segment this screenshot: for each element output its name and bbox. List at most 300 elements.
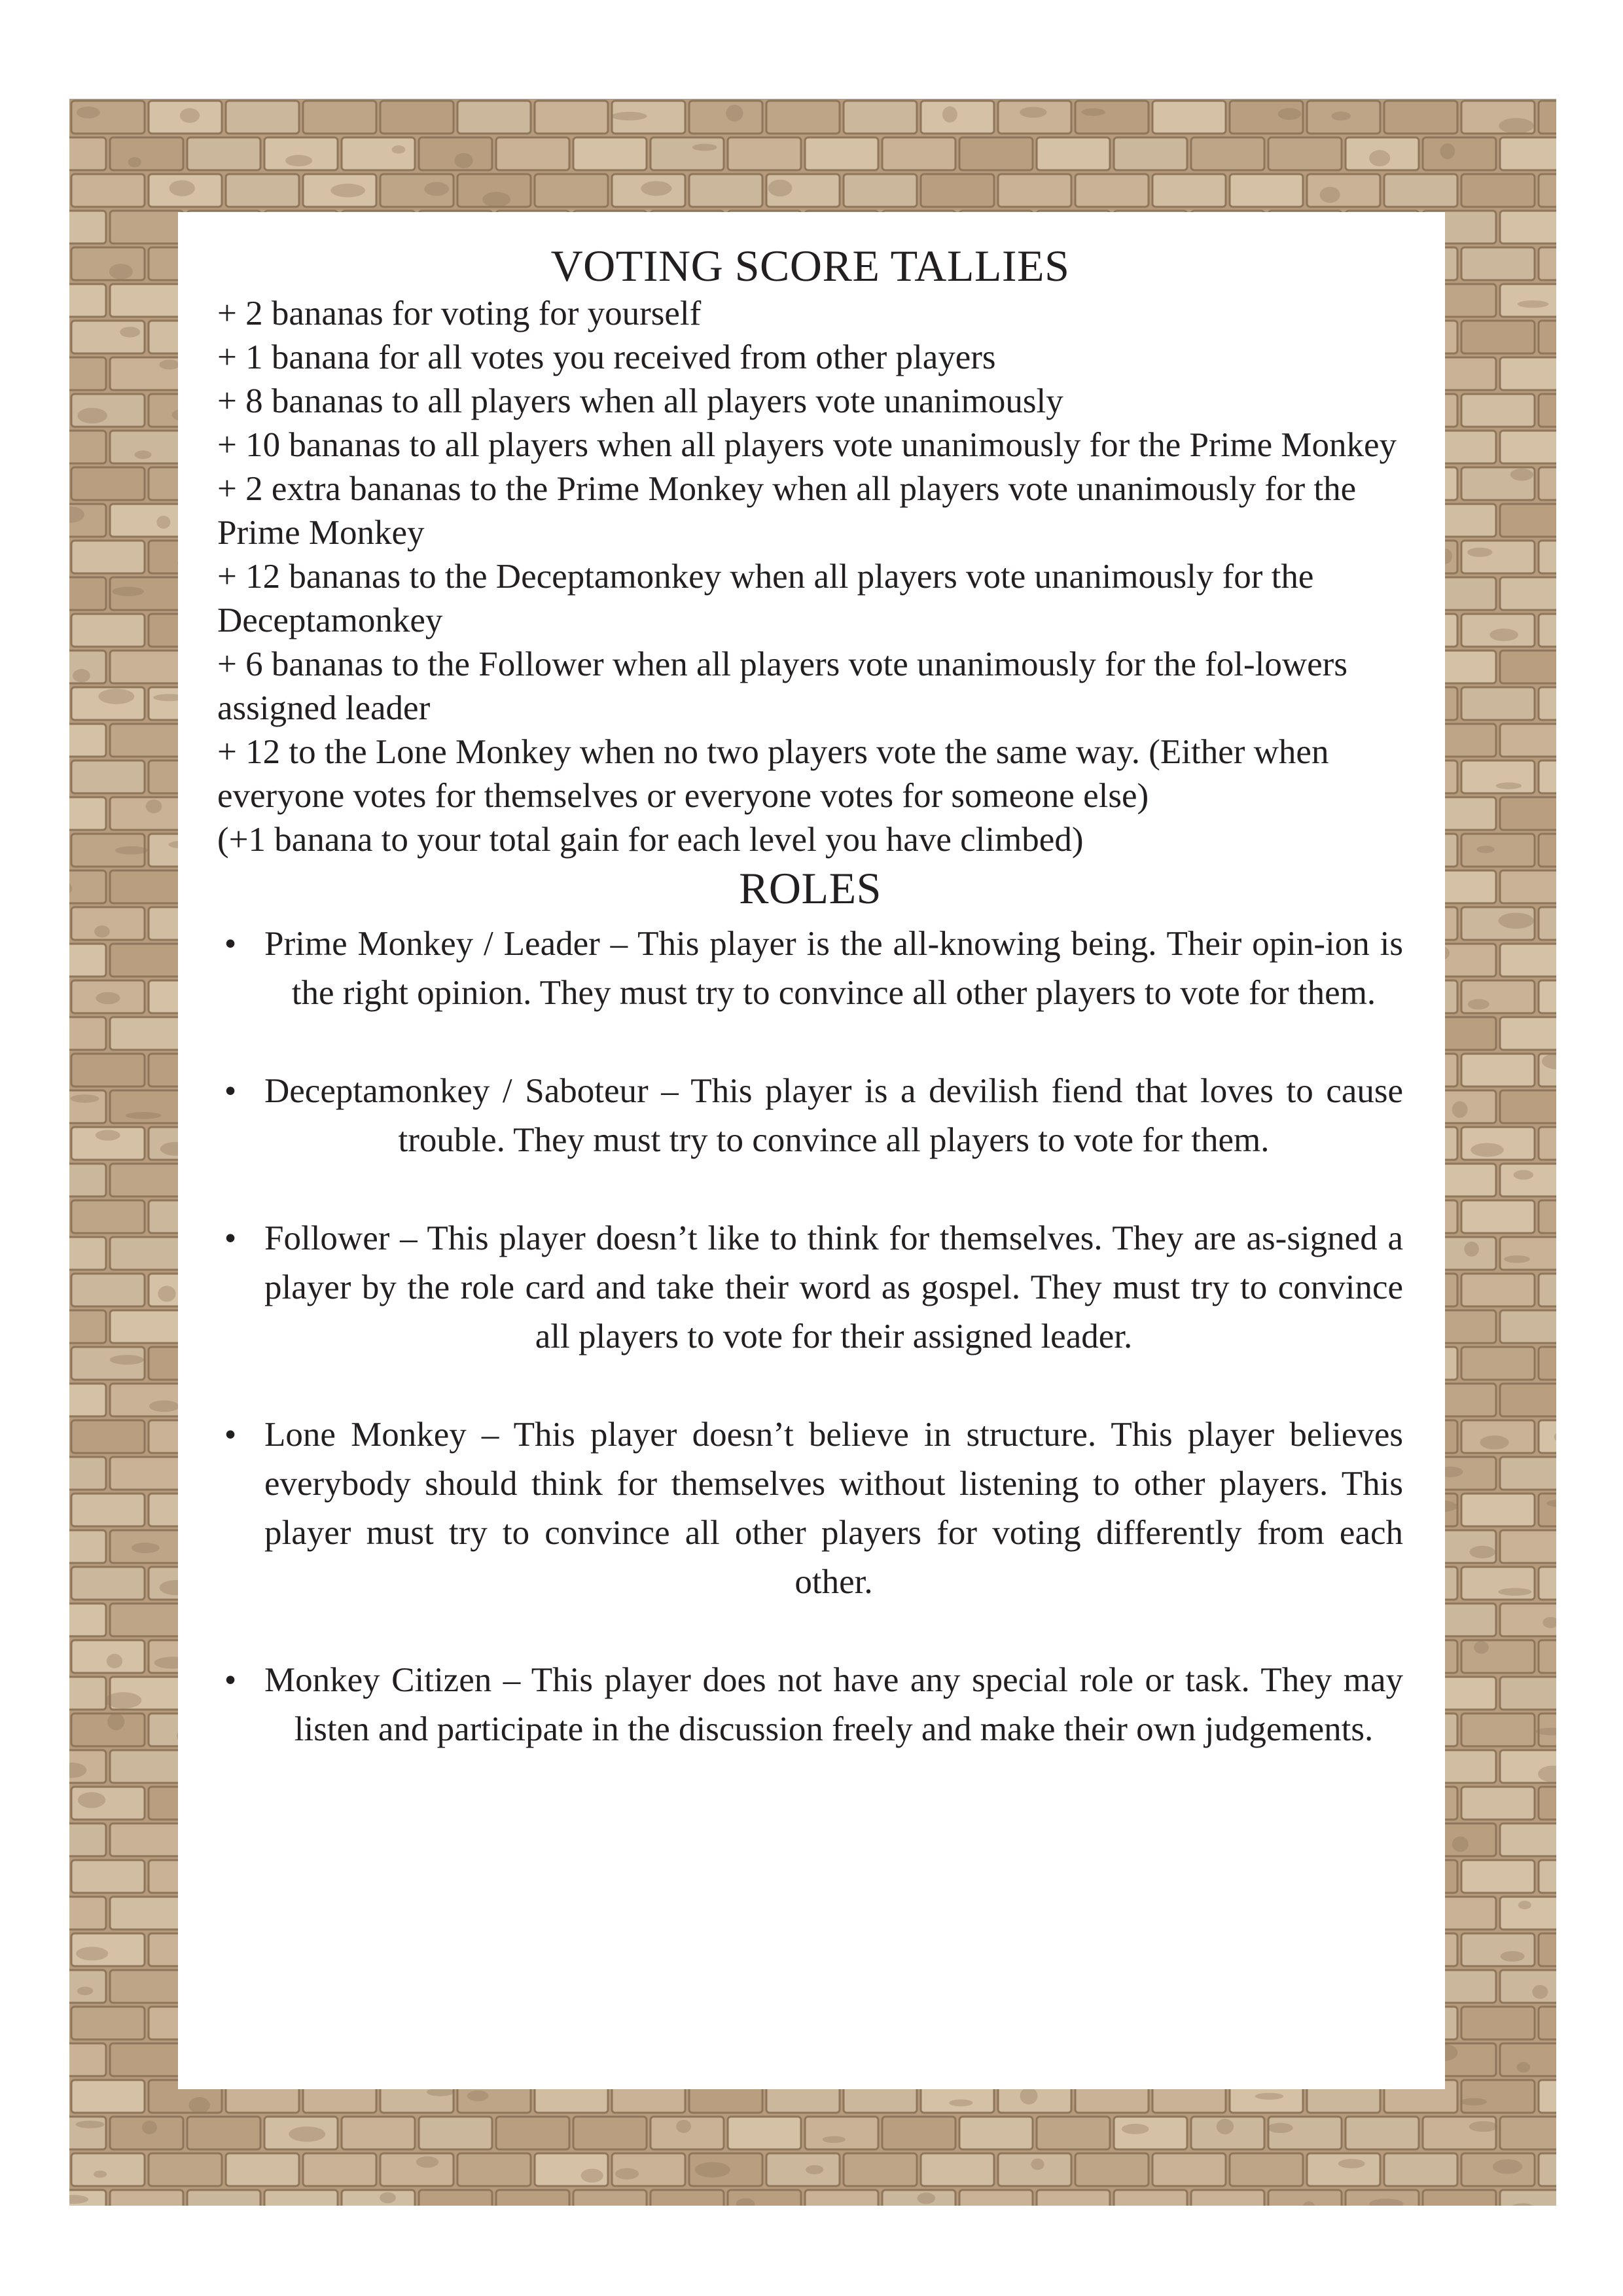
brick [1461,247,1535,280]
brick [71,614,145,647]
stone-speckle [1122,2124,1149,2134]
stone-speckle [1217,2119,1234,2134]
stone-speckle [169,180,195,196]
stone-speckle [126,1112,162,1119]
stone-speckle [918,2193,935,2204]
brick [689,174,762,207]
brick [1500,1457,1556,1490]
brick [342,2190,415,2206]
stone-speckle [1496,782,1522,789]
brick [1500,2043,1556,2076]
stone-speckle [1469,2121,1498,2132]
brick [110,1164,183,1196]
brick [1539,980,1556,1013]
stone-speckle [806,2165,823,2174]
brick [1500,2190,1556,2206]
brick [71,1860,145,1893]
stone-speckle [823,2136,846,2143]
brick [110,1237,183,1270]
stone-speckle [1499,118,1533,134]
stone-speckle [188,2097,209,2113]
role-description: Deceptamonkey / Saboteur – This player is a devilish fiend that loves to cause trouble. They must try to convince all players to vote for them. [264,1072,1403,1159]
stone-speckle [134,450,151,459]
stone-speckle [1499,913,1534,929]
brick [110,1017,183,1050]
tally-line: + 2 bananas for voting for yourself [217,295,702,332]
brick [69,1017,106,1050]
brick [1539,1200,1556,1233]
bullet-icon: • [224,1416,237,1454]
brick [1500,2117,1556,2149]
brick [959,2117,1033,2149]
brick [1539,1274,1556,1306]
brick [844,174,917,207]
brick [1461,541,1535,573]
brick [1152,2153,1226,2186]
brick [71,1200,145,1233]
brick [419,2117,492,2149]
brick [1539,834,1556,867]
brick [69,1897,106,1929]
brick [1461,1054,1535,1086]
brick [69,211,106,243]
brick [1539,1420,1556,1453]
brick [110,1310,183,1343]
stone-speckle [1369,150,1390,166]
rules-content [217,240,1403,1754]
brick [149,2153,222,2186]
stone-speckle [128,157,141,168]
stone-speckle [1510,469,1533,481]
brick [1500,577,1556,610]
stone-speckle [1498,1588,1531,1596]
brick [69,944,106,977]
stone-speckle [1440,143,1455,159]
brick [303,101,376,134]
stone-speckle [1320,187,1340,203]
tally-line: + 10 bananas to all players when all players vote unanimously for the Prime Monkey [217,426,1397,464]
stone-speckle [416,2157,438,2168]
brick [110,1384,183,1416]
stone-speckle [1468,999,1489,1009]
brick [226,101,299,134]
stone-speckle [109,264,133,279]
brick [303,2153,376,2186]
brick [69,797,106,830]
role-item-prime-monkey [217,920,1403,1018]
brick [1268,2117,1342,2149]
brick [380,101,454,134]
stone-speckle [1338,2159,1365,2168]
stone-speckle [1020,2087,1038,2104]
stone-speckle [94,925,110,937]
stone-speckle [96,1130,120,1140]
stone-speckle [180,108,200,123]
brick [1037,2190,1110,2206]
brick [110,944,183,977]
roles-title: ROLES [739,863,882,913]
stone-speckle [77,408,107,423]
brick [110,1604,183,1636]
brick [69,137,106,170]
stone-speckle [71,1094,99,1103]
brick [1500,1017,1556,1050]
brick [1539,1860,1556,1893]
brick [1384,2153,1457,2186]
brick [921,2153,994,2186]
brick [1461,687,1535,720]
bullet-icon: • [224,925,237,963]
brick [1152,101,1226,134]
stone-speckle [112,587,144,596]
brick [1461,761,1535,793]
brick [110,2043,183,2076]
stone-speckle [1493,2159,1522,2174]
brick [71,467,145,500]
brick [535,101,608,134]
stone-speckle [78,1792,105,1808]
brick [110,651,183,683]
stone-speckle [146,799,162,813]
brick [805,137,878,170]
tally-line: + 8 bananas to all players when all players vote unanimously [217,382,1063,420]
brick [71,1274,145,1306]
brick [1539,2007,1556,2039]
stone-speckle [1489,628,1518,641]
brick [1539,1494,1556,1526]
stone-speckle [1518,1901,1531,1909]
stone-speckle [1501,1951,1525,1962]
stone-speckle [1532,1985,1548,1999]
brick [69,1310,106,1343]
brick [1346,2117,1419,2149]
stone-speckle [149,1401,179,1412]
stone-speckle [1476,846,1494,853]
brick [1500,1530,1556,1563]
brick [71,247,145,280]
brick [419,137,492,170]
role-description: Follower – This player doesn’t like to think for themselves. They are as-signed a player by the role card and take their word as gospel. They must try to convince all players to vote for their assigned leader. [264,1219,1403,1355]
brick [1461,394,1535,427]
stone-speckle [330,184,365,198]
brick [419,2190,492,2206]
stone-speckle [285,155,312,167]
brick [264,2190,338,2206]
brick [110,797,183,830]
rules-card [178,212,1445,2089]
brick [1500,1164,1556,1196]
role-description: Prime Monkey / Leader – This player is the all-knowing being. Their opin-ion is the right opinion. They must try to convince all other players to vote for them. [264,925,1403,1012]
brick [535,174,608,207]
stone-speckle [695,2162,730,2178]
stone-speckle [380,2192,396,2203]
brick [187,2117,260,2149]
brick [1461,321,1535,353]
stone-speckle [454,153,473,168]
stone-speckle [96,992,120,1005]
brick [1500,211,1556,243]
brick [1500,431,1556,463]
brick [342,137,415,170]
brick [71,321,145,353]
brick [844,101,917,134]
brick [110,724,183,757]
brick [959,137,1033,170]
stone-speckle [142,2121,157,2134]
brick [71,174,145,207]
brick [457,101,531,134]
brick [1461,1347,1535,1380]
brick [1539,1347,1556,1380]
stone-speckle [1469,1546,1495,1558]
brick [110,1897,183,1929]
brick [921,101,994,134]
brick [728,2117,801,2149]
brick [1191,2190,1264,2206]
brick [457,2153,531,2186]
brick [1075,2153,1149,2186]
brick [805,2117,878,2149]
brick [1539,247,1556,280]
brick [766,2153,840,2186]
tally-line: + 12 to the Lone Monkey when no two players vote the same way. (Either when everyone votes for themselves or everyone votes for someone else) [217,733,1329,815]
stone-speckle [1471,1143,1504,1157]
brick [1500,1677,1556,1710]
brick [1075,101,1149,134]
role-item-follower [217,1214,1403,1361]
stone-speckle [1460,2098,1487,2106]
brick [1539,1640,1556,1673]
brick [1539,761,1556,793]
brick [69,284,106,317]
brick [1461,1274,1535,1306]
brick [1539,687,1556,720]
stone-speckle [1517,2062,1530,2072]
stone-speckle [289,2126,325,2142]
brick [69,2043,106,2076]
stone-speckle [1504,1255,1530,1263]
role-item-lone-monkey [217,1410,1403,1607]
tally-line: + 1 banana for all votes you received from other players [217,338,996,376]
stone-speckle [1278,108,1302,120]
brick [69,870,106,903]
brick [1461,2007,1535,2039]
brick [69,431,106,463]
brick [110,211,183,243]
brick [69,577,106,610]
brick [1114,137,1187,170]
brick [1075,174,1149,207]
brick [1461,1713,1535,1746]
stone-speckle [615,2168,639,2179]
stone-speckle [76,1946,108,1960]
brick [226,2153,299,2186]
brick [1500,870,1556,903]
stone-speckle [949,2100,972,2107]
brick [110,1823,183,1856]
stone-speckle [768,179,793,196]
brick [1500,1970,1556,2003]
roles-list [217,920,1403,1754]
brick [1230,174,1303,207]
stone-speckle [132,1543,160,1553]
brick [1500,724,1556,757]
stone-speckle [105,1692,142,1708]
stone-speckle [107,1713,124,1730]
brick [1461,834,1535,867]
brick [71,541,145,573]
brick [1539,1933,1556,1966]
brick [1307,174,1380,207]
stone-speckle [391,145,405,153]
brick [496,2190,569,2206]
stone-speckle [120,327,140,337]
brick [71,761,145,793]
brick [1461,1787,1535,1820]
brick [1461,1933,1535,1966]
stone-speckle [726,105,743,122]
brick [69,1164,106,1196]
brick [1539,907,1556,940]
stone-speckle [641,181,671,196]
stone-speckle [942,106,957,122]
brick [71,2007,145,2039]
brick [71,1054,145,1086]
brick [1037,137,1110,170]
bullet-icon: • [224,1072,237,1110]
brick [110,137,183,170]
brick [71,1420,145,1453]
brick [110,1457,183,1490]
brick [1539,174,1556,207]
stone-speckle [73,669,90,682]
stone-speckle [1020,107,1047,117]
brick [1037,2117,1110,2149]
stone-speckle [482,192,510,207]
brick [110,284,183,317]
brick [71,1640,145,1673]
stone-speckle [1467,548,1492,557]
role-item-monkey-citizen [217,1656,1403,1754]
brick [1500,1384,1556,1416]
brick [69,1530,106,1563]
brick [1461,1860,1535,1893]
voting-tally-list [217,292,1403,862]
stone-speckle [115,846,148,855]
brick [69,724,106,757]
brick [959,2190,1033,2206]
role-description: Monkey Citizen – This player does not have any special role or task. They may listen and participate in the discussion freely and make their own judgements. [264,1661,1403,1748]
stone-speckle [158,1286,175,1302]
brick [1500,357,1556,390]
brick [1539,467,1556,500]
stone-speckle [611,112,647,120]
brick [380,2153,454,2186]
stone-speckle [1268,2123,1293,2132]
stone-speckle [1452,1101,1468,1118]
brick [496,2117,569,2149]
stone-speckle [676,2120,691,2133]
stone-speckle [1518,300,1549,308]
tally-line: + 12 bananas to the Deceptamonkey when all players vote unanimously for the Deceptamonkey [217,558,1314,639]
stone-speckle [467,2090,488,2102]
brick [651,2190,724,2206]
brick [1230,2153,1303,2186]
brick [496,137,569,170]
stone-speckle [94,2170,107,2178]
role-item-deceptamonkey [217,1067,1403,1165]
brick [1423,137,1496,170]
brick [1114,2190,1187,2206]
stone-speckle [1255,2093,1284,2100]
brick [728,137,801,170]
brick [226,174,299,207]
stone-speckle [692,144,717,151]
brick [1461,1494,1535,1526]
brick [71,1567,145,1600]
brick [1268,137,1342,170]
brick [71,1713,145,1746]
stone-speckle [1514,1170,1533,1180]
brick [1539,541,1556,573]
brick [1539,321,1556,353]
brick [69,1604,106,1636]
brick [805,2190,878,2206]
brick [573,2190,647,2206]
brick [110,1970,183,2003]
brick [998,174,1071,207]
tally-line: + 6 bananas to the Follower when all players vote unanimously for the fol-lowers assigned leader [217,645,1347,727]
stone-speckle [110,1355,144,1365]
brick [1500,1823,1556,1856]
stone-speckle [98,689,134,704]
brick [1191,137,1264,170]
stone-speckle [77,107,100,118]
brick [69,1970,106,2003]
brick [342,2117,415,2149]
brick [1539,2153,1556,2186]
brick [1384,101,1457,134]
brick [1539,394,1556,427]
stone-speckle [107,1654,122,1668]
brick [187,2190,260,2206]
brick [69,1384,106,1416]
brick [766,101,840,134]
brick [71,1494,145,1526]
brick [1500,651,1556,683]
brick [651,137,724,170]
stone-speckle [76,2121,105,2128]
stone-speckle [1082,109,1105,116]
brick [1114,2117,1187,2149]
brick [573,137,647,170]
tally-line: (+1 banana to your total gain for each level you have climbed) [217,821,1084,859]
stone-speckle [156,516,170,529]
brick [882,2117,955,2149]
brick [1539,1787,1556,1820]
brick [1307,2153,1380,2186]
brick [1539,1567,1556,1600]
bullet-icon: • [224,1661,237,1699]
brick [1500,1310,1556,1343]
brick [1461,2080,1535,2113]
brick [1500,797,1556,830]
bullet-icon: • [224,1219,237,1257]
stone-speckle [424,182,449,196]
brick [69,357,106,390]
brick [110,504,183,537]
brick [1500,137,1556,170]
